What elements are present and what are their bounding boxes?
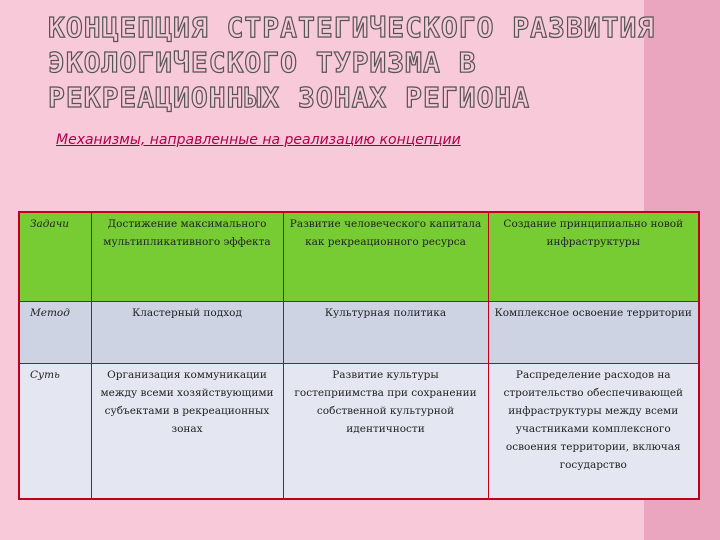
table-cell: Развитие человеческого капитала как рекреационного ресурса xyxy=(283,212,488,302)
table-cell: Достижение максимального мультипликативного эффекта xyxy=(91,212,283,302)
table-cell: Развитие культуры гостеприимства при сохранении собственной культурной идентичности xyxy=(283,364,488,500)
table-row-tasks xyxy=(19,212,699,302)
slide-subtitle: Механизмы, направленные на реализацию концепции xyxy=(56,132,461,148)
title-line: РЕКРЕАЦИОННЫХ ЗОНАХ РЕГИОНА xyxy=(48,81,531,114)
title-line: КОНЦЕПЦИЯ СТРАТЕГИЧЕСКОГО РАЗВИТИЯ xyxy=(48,11,656,44)
row-label-tasks: Задачи xyxy=(19,212,91,302)
table-cell: Культурная политика xyxy=(283,302,488,364)
table-cell: Создание принципиально новой инфраструктуры xyxy=(488,212,699,302)
slide-title xyxy=(48,10,668,115)
table-row-method xyxy=(19,302,699,364)
row-label-essence: Суть xyxy=(19,364,91,500)
table-cell: Комплексное освоение территории xyxy=(488,302,699,364)
row-label-method: Метод xyxy=(19,302,91,364)
title-line: ЭКОЛОГИЧЕСКОГО ТУРИЗМА В xyxy=(48,46,477,79)
table-row-essence xyxy=(19,364,699,500)
table-cell: Распределение расходов на строительство обеспечивающей инфраструктуры между всеми участниками комплексного освоения территории, включая государство xyxy=(488,364,699,500)
mechanisms-table xyxy=(18,211,700,500)
table-cell: Кластерный подход xyxy=(91,302,283,364)
table-cell: Организация коммуникации между всеми хозяйствующими субъектами в рекреационных зонах xyxy=(91,364,283,500)
